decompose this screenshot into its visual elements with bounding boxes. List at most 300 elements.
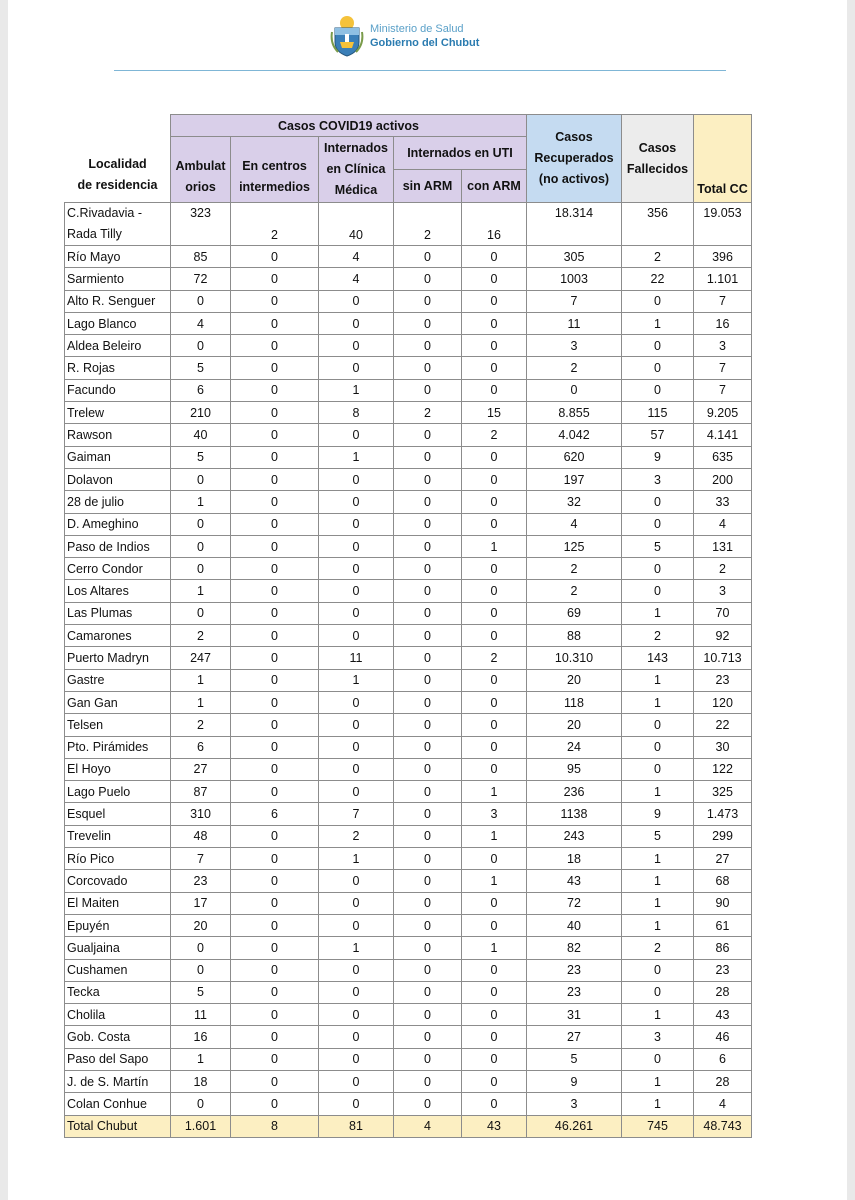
column-header-con-arm: con ARM [462,170,527,203]
cell-total: 46 [694,1026,752,1048]
table-row [65,535,752,557]
cell-total: 90 [694,892,752,914]
cell-centros: 0 [231,513,319,535]
cell-centros: 0 [231,870,319,892]
cell-localidad: Paso del Sapo [65,1048,171,1070]
cell-ambulatorios: 5 [171,981,231,1003]
cell-con-arm: 1 [462,781,527,803]
cell-con-arm: 0 [462,1048,527,1070]
cell-sin-arm: 0 [394,669,462,691]
cell-ambulatorios: 0 [171,1093,231,1115]
cell-ambulatorios: 2 [171,625,231,647]
cell-localidad: Esquel [65,803,171,825]
table-row [65,625,752,647]
cell-ambulatorios: 0 [171,290,231,312]
cell-ambulatorios: 4 [171,312,231,334]
cell-total: 28 [694,1070,752,1092]
cell-recuperados: 9 [527,1070,622,1092]
cell-clinica: 0 [319,1004,394,1026]
cell-centros: 0 [231,1048,319,1070]
cell-localidad: Trelew [65,402,171,424]
cell-sin-arm: 0 [394,647,462,669]
cell-localidad: Aldea Beleiro [65,335,171,357]
column-header-localidad: Localidad de residencia [65,115,171,203]
cell-recuperados: 43 [527,870,622,892]
cell-con-arm: 0 [462,468,527,490]
table-row [65,1093,752,1115]
government-name: Gobierno del Chubut [370,37,480,49]
cell-recuperados: 18 [527,848,622,870]
table-row [65,647,752,669]
cell-sin-arm: 2 [394,402,462,424]
cell-con-arm: 1 [462,535,527,557]
cell-fallecidos: 0 [622,379,694,401]
cell-total: 19.053 [694,203,752,246]
cell-centros: 0 [231,937,319,959]
cell-total: 3 [694,580,752,602]
cell-localidad: Trevelin [65,825,171,847]
total-cell-recuperados: 46.261 [527,1115,622,1137]
cell-clinica: 0 [319,468,394,490]
cell-recuperados: 3 [527,335,622,357]
cell-con-arm: 0 [462,491,527,513]
cell-sin-arm: 0 [394,1026,462,1048]
cell-recuperados: 4.042 [527,424,622,446]
cell-localidad: Cushamen [65,959,171,981]
cell-con-arm: 0 [462,602,527,624]
cell-centros: 0 [231,558,319,580]
cell-centros: 0 [231,535,319,557]
cell-centros: 0 [231,669,319,691]
cell-centros: 0 [231,625,319,647]
table-row [65,446,752,468]
cell-centros: 0 [231,246,319,268]
cell-sin-arm: 0 [394,491,462,513]
column-header-fallecidos: Casos Fallecidos [622,115,694,203]
table-row [65,870,752,892]
cell-clinica: 1 [319,848,394,870]
cell-recuperados: 82 [527,937,622,959]
cell-total: 122 [694,758,752,780]
cell-localidad: D. Ameghino [65,513,171,535]
cell-fallecidos: 9 [622,446,694,468]
cell-fallecidos: 1 [622,691,694,713]
cell-con-arm: 0 [462,1004,527,1026]
cell-recuperados: 2 [527,357,622,379]
table-row [65,357,752,379]
cell-fallecidos: 1 [622,1070,694,1092]
cell-fallecidos: 57 [622,424,694,446]
cell-clinica: 0 [319,758,394,780]
table-row [65,312,752,334]
cell-ambulatorios: 27 [171,758,231,780]
cell-con-arm: 0 [462,580,527,602]
column-group-uti: Internados en UTI [394,137,527,170]
cell-total: 10.713 [694,647,752,669]
total-row [65,1115,752,1137]
cell-con-arm: 0 [462,691,527,713]
cell-localidad: Puerto Madryn [65,647,171,669]
cell-recuperados: 243 [527,825,622,847]
cell-con-arm: 0 [462,714,527,736]
cell-ambulatorios: 1 [171,491,231,513]
cell-total: 120 [694,691,752,713]
cell-con-arm: 0 [462,1070,527,1092]
cell-con-arm: 2 [462,647,527,669]
cell-clinica: 0 [319,981,394,1003]
table-row [65,981,752,1003]
cell-centros: 0 [231,402,319,424]
cell-ambulatorios: 87 [171,781,231,803]
column-header-total: Total CC [694,115,752,203]
cell-localidad: Gan Gan [65,691,171,713]
cell-centros: 0 [231,424,319,446]
cell-clinica: 0 [319,691,394,713]
cell-localidad: Facundo [65,379,171,401]
cell-ambulatorios: 2 [171,714,231,736]
cell-localidad: Dolavon [65,468,171,490]
cell-sin-arm: 0 [394,1070,462,1092]
table-row [65,1070,752,1092]
cell-fallecidos: 5 [622,825,694,847]
cell-total: 131 [694,535,752,557]
cell-fallecidos: 1 [622,1093,694,1115]
cell-ambulatorios: 1 [171,580,231,602]
cell-localidad: Río Pico [65,848,171,870]
table-row [65,914,752,936]
cell-centros: 0 [231,491,319,513]
cell-sin-arm: 0 [394,246,462,268]
cell-total: 30 [694,736,752,758]
cell-centros: 0 [231,892,319,914]
cell-con-arm: 2 [462,424,527,446]
cell-sin-arm: 0 [394,1004,462,1026]
cell-localidad: Rawson [65,424,171,446]
cell-recuperados: 27 [527,1026,622,1048]
cell-sin-arm: 0 [394,446,462,468]
column-header-recuperados: Casos Recuperados (no activos) [527,115,622,203]
cell-fallecidos: 1 [622,914,694,936]
column-header-centros: En centros intermedios [231,137,319,203]
cell-fallecidos: 0 [622,558,694,580]
table-row [65,424,752,446]
cell-centros: 0 [231,781,319,803]
cell-sin-arm: 0 [394,625,462,647]
cell-recuperados: 23 [527,981,622,1003]
cell-centros: 0 [231,914,319,936]
cell-localidad: Corcovado [65,870,171,892]
cell-total: 635 [694,446,752,468]
table-row [65,758,752,780]
cell-sin-arm: 2 [394,203,462,246]
cell-recuperados: 20 [527,669,622,691]
covid-cases-table [64,114,752,1138]
cell-clinica: 0 [319,580,394,602]
cell-fallecidos: 0 [622,357,694,379]
cell-fallecidos: 2 [622,937,694,959]
cell-clinica: 0 [319,781,394,803]
cell-recuperados: 3 [527,1093,622,1115]
cell-fallecidos: 0 [622,580,694,602]
cell-sin-arm: 0 [394,290,462,312]
cell-recuperados: 95 [527,758,622,780]
table-row [65,580,752,602]
cell-recuperados: 8.855 [527,402,622,424]
table-row [65,335,752,357]
cell-sin-arm: 0 [394,513,462,535]
cell-fallecidos: 1 [622,312,694,334]
cell-fallecidos: 3 [622,468,694,490]
cell-total: 9.205 [694,402,752,424]
table-row [65,468,752,490]
cell-con-arm: 0 [462,335,527,357]
cell-sin-arm: 0 [394,602,462,624]
cell-clinica: 0 [319,1026,394,1048]
cell-recuperados: 7 [527,290,622,312]
cell-recuperados: 118 [527,691,622,713]
cell-clinica: 8 [319,402,394,424]
cell-ambulatorios: 5 [171,357,231,379]
cell-localidad: Sarmiento [65,268,171,290]
table-row [65,246,752,268]
cell-recuperados: 18.314 [527,203,622,246]
cell-con-arm: 0 [462,959,527,981]
cell-con-arm: 3 [462,803,527,825]
cell-total: 86 [694,937,752,959]
table-row [65,825,752,847]
cell-ambulatorios: 5 [171,446,231,468]
cell-centros: 0 [231,647,319,669]
cell-total: 27 [694,848,752,870]
cell-fallecidos: 0 [622,959,694,981]
cell-ambulatorios: 0 [171,535,231,557]
cell-centros: 0 [231,981,319,1003]
cell-recuperados: 32 [527,491,622,513]
cell-ambulatorios: 72 [171,268,231,290]
cell-localidad: Los Altares [65,580,171,602]
cell-centros: 0 [231,268,319,290]
cell-fallecidos: 0 [622,513,694,535]
cell-recuperados: 20 [527,714,622,736]
cell-con-arm: 16 [462,203,527,246]
cell-fallecidos: 2 [622,625,694,647]
cell-localidad: Colan Conhue [65,1093,171,1115]
cell-clinica: 0 [319,714,394,736]
cell-clinica: 2 [319,825,394,847]
table-row [65,558,752,580]
cell-recuperados: 72 [527,892,622,914]
total-cell-clinica: 81 [319,1115,394,1137]
cell-ambulatorios: 6 [171,379,231,401]
cell-total: 68 [694,870,752,892]
cell-clinica: 0 [319,357,394,379]
cell-ambulatorios: 1 [171,691,231,713]
cell-centros: 0 [231,736,319,758]
cell-fallecidos: 0 [622,714,694,736]
cell-centros: 6 [231,803,319,825]
cell-fallecidos: 0 [622,1048,694,1070]
total-cell-ambulatorios: 1.601 [171,1115,231,1137]
cell-total: 23 [694,669,752,691]
cell-clinica: 0 [319,736,394,758]
chubut-shield-icon [330,14,364,58]
cell-clinica: 0 [319,290,394,312]
cell-ambulatorios: 23 [171,870,231,892]
cell-total: 2 [694,558,752,580]
cell-centros: 0 [231,691,319,713]
cell-con-arm: 0 [462,312,527,334]
cell-localidad: 28 de julio [65,491,171,513]
table-row [65,602,752,624]
cell-con-arm: 0 [462,379,527,401]
table-row [65,290,752,312]
cell-ambulatorios: 323 [171,203,231,246]
cell-recuperados: 23 [527,959,622,981]
cell-centros: 0 [231,714,319,736]
table-row [65,1048,752,1070]
cell-clinica: 0 [319,602,394,624]
cell-localidad: El Maiten [65,892,171,914]
cell-con-arm: 0 [462,290,527,312]
cell-recuperados: 11 [527,312,622,334]
total-cell-centros: 8 [231,1115,319,1137]
cell-ambulatorios: 6 [171,736,231,758]
cell-clinica: 0 [319,625,394,647]
cell-recuperados: 40 [527,914,622,936]
cell-localidad: C.Rivadavia - Rada Tilly [65,203,171,246]
column-header-clinica: Internados en Clínica Médica [319,137,394,203]
cell-ambulatorios: 0 [171,513,231,535]
cell-clinica: 0 [319,335,394,357]
cell-fallecidos: 115 [622,402,694,424]
cell-recuperados: 4 [527,513,622,535]
ministry-logo [330,14,479,58]
cell-clinica: 0 [319,914,394,936]
table-row [65,379,752,401]
table-row [65,848,752,870]
cell-fallecidos: 0 [622,491,694,513]
cell-fallecidos: 2 [622,246,694,268]
cell-centros: 0 [231,758,319,780]
cell-centros: 0 [231,1070,319,1092]
cell-recuperados: 1003 [527,268,622,290]
cell-centros: 0 [231,580,319,602]
column-header-ambulatorios: Ambulat orios [171,137,231,203]
cell-fallecidos: 1 [622,1004,694,1026]
cell-localidad: Las Plumas [65,602,171,624]
cell-centros: 0 [231,1004,319,1026]
cell-total: 28 [694,981,752,1003]
cell-recuperados: 0 [527,379,622,401]
cell-fallecidos: 0 [622,335,694,357]
cell-ambulatorios: 11 [171,1004,231,1026]
cell-con-arm: 0 [462,669,527,691]
cell-fallecidos: 143 [622,647,694,669]
cell-clinica: 0 [319,312,394,334]
cell-sin-arm: 0 [394,1048,462,1070]
cell-total: 299 [694,825,752,847]
cell-localidad: Cerro Condor [65,558,171,580]
table-row [65,714,752,736]
cell-con-arm: 0 [462,446,527,468]
cell-sin-arm: 0 [394,825,462,847]
table-row [65,402,752,424]
column-group-casos-activos: Casos COVID19 activos [171,115,527,137]
cell-localidad: Alto R. Senguer [65,290,171,312]
cell-total: 16 [694,312,752,334]
table-row [65,203,752,246]
cell-total: 1.473 [694,803,752,825]
cell-localidad: Lago Blanco [65,312,171,334]
cell-recuperados: 1138 [527,803,622,825]
cell-ambulatorios: 0 [171,602,231,624]
cell-sin-arm: 0 [394,981,462,1003]
cell-fallecidos: 1 [622,870,694,892]
cell-con-arm: 1 [462,937,527,959]
cell-total: 7 [694,379,752,401]
cell-recuperados: 5 [527,1048,622,1070]
cell-fallecidos: 0 [622,290,694,312]
cell-clinica: 0 [319,513,394,535]
cell-centros: 0 [231,468,319,490]
cell-localidad: J. de S. Martín [65,1070,171,1092]
cell-total: 1.101 [694,268,752,290]
cell-centros: 0 [231,312,319,334]
cell-clinica: 1 [319,669,394,691]
cell-localidad: R. Rojas [65,357,171,379]
cell-recuperados: 197 [527,468,622,490]
cell-sin-arm: 0 [394,959,462,981]
cell-sin-arm: 0 [394,580,462,602]
cell-localidad: Gualjaina [65,937,171,959]
cell-localidad: Gob. Costa [65,1026,171,1048]
cell-clinica: 1 [319,937,394,959]
cell-centros: 0 [231,1093,319,1115]
cell-ambulatorios: 20 [171,914,231,936]
cell-total: 33 [694,491,752,513]
header-divider [114,70,726,71]
cell-recuperados: 31 [527,1004,622,1026]
cell-total: 7 [694,290,752,312]
cell-sin-arm: 0 [394,892,462,914]
cell-ambulatorios: 0 [171,558,231,580]
total-cell-con-arm: 43 [462,1115,527,1137]
cell-sin-arm: 0 [394,424,462,446]
cell-clinica: 0 [319,1048,394,1070]
cell-clinica: 1 [319,446,394,468]
cell-localidad: Telsen [65,714,171,736]
cell-recuperados: 620 [527,446,622,468]
cell-ambulatorios: 40 [171,424,231,446]
cell-recuperados: 88 [527,625,622,647]
total-cell-total: 48.743 [694,1115,752,1137]
cell-localidad: Lago Puelo [65,781,171,803]
cell-fallecidos: 356 [622,203,694,246]
cell-localidad: Cholila [65,1004,171,1026]
cell-ambulatorios: 0 [171,959,231,981]
cell-centros: 0 [231,446,319,468]
cell-sin-arm: 0 [394,379,462,401]
cell-localidad: Gaiman [65,446,171,468]
table-row [65,669,752,691]
cell-sin-arm: 0 [394,781,462,803]
cell-recuperados: 10.310 [527,647,622,669]
cell-centros: 0 [231,357,319,379]
cell-sin-arm: 0 [394,357,462,379]
cell-recuperados: 236 [527,781,622,803]
cell-ambulatorios: 0 [171,468,231,490]
cell-sin-arm: 0 [394,758,462,780]
